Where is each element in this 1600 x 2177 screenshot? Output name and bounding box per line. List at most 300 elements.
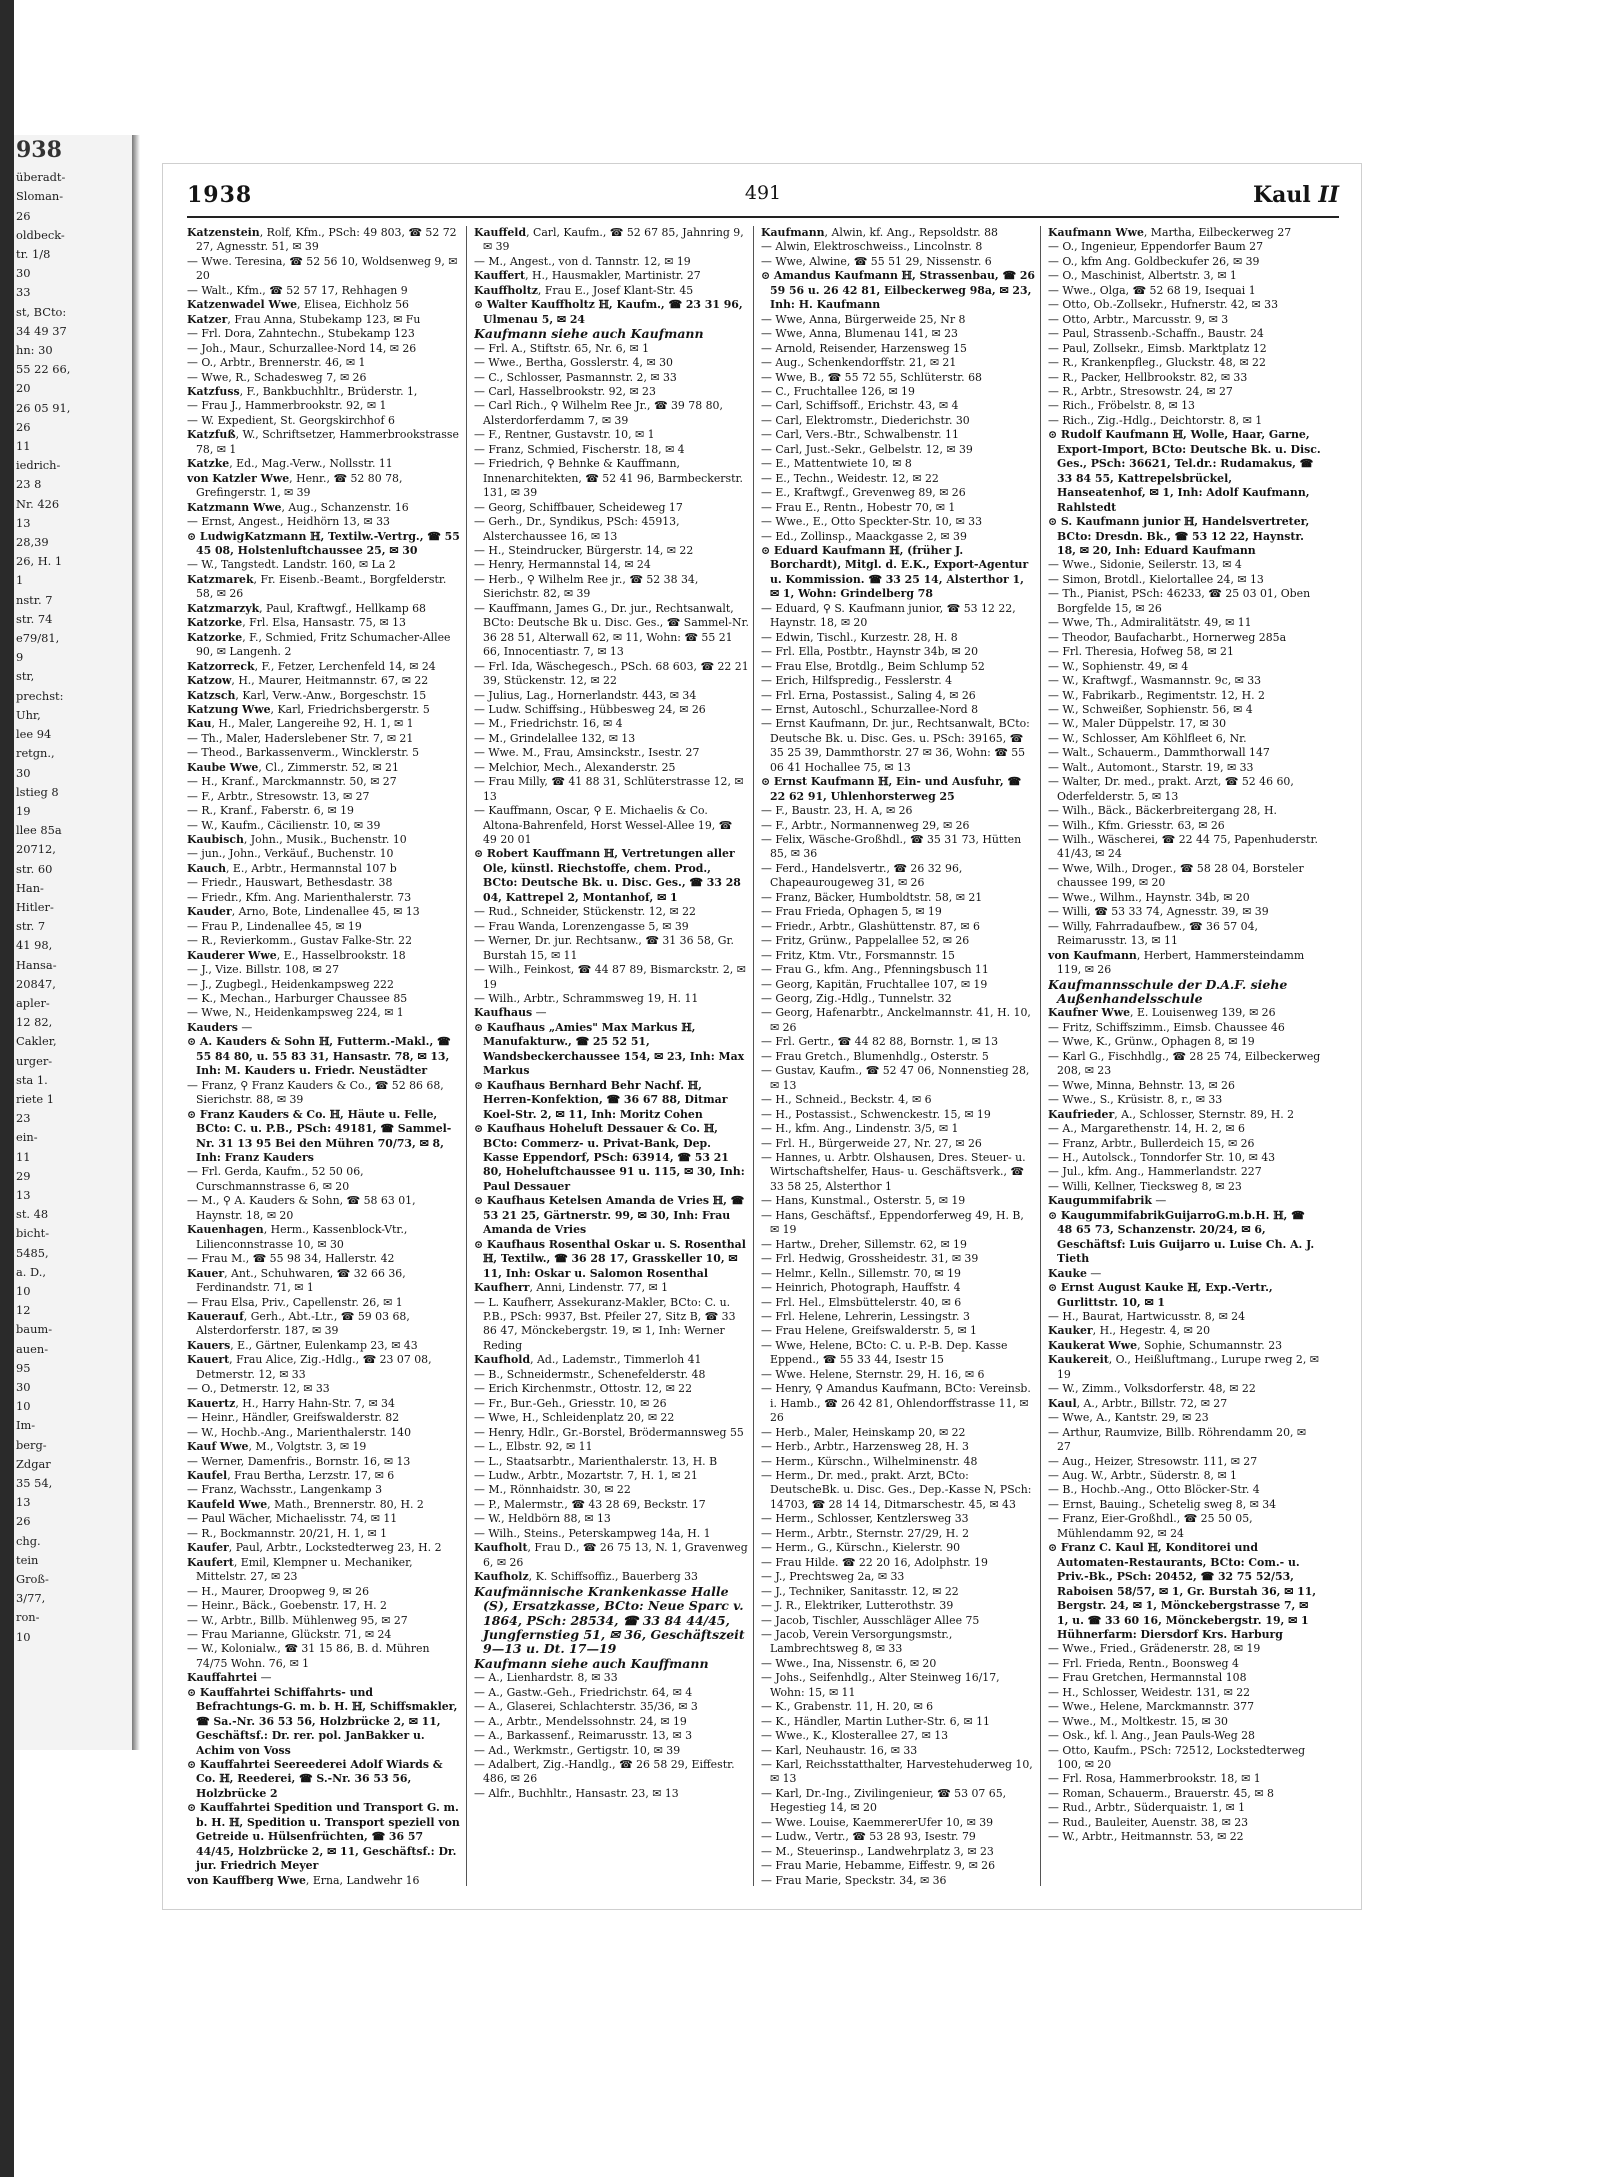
previous-page-fragment: lee 94 [16,727,52,742]
directory-entry: — Gerh., Dr., Syndikus, PSch: 45913, Alsterchaussee 16, ✉ 13 [474,515,680,543]
directory-entry: ⊙ Kaufhaus Rosenthal Oskar u. S. Rosenthal ℍ, Textilw., ☎ 36 28 17, Grasskeller 10, ✉ 11, Inh: Oskar u. Salomon Rosenthal [474,1237,746,1280]
previous-page-fragment: Sloman- [16,189,64,204]
directory-entry: — Edwin, Tischl., Kurzestr. 28, H. 8 [761,630,958,644]
header-rule [187,216,1339,218]
directory-entry: — Wwe., Ina, Nissenstr. 6, ✉ 20 [761,1656,937,1670]
directory-entry: ⊙ Franz C. Kaul ℍ, Konditorei und Automaten-Restaurants, BCto: Com.- u. Priv.-Bk., PSch: 20452, ☎ 32 75 52/53, Raboisen 58/57, ✉ 1, Gr. Burstah 36, ✉ 11, Bergstr. 24, ✉ 1, Mönckebergstrasse 7, ✉ 1, u. ☎ 33 60 16, Mönckebergstr. 19, ✉ 1 Hühnerfarm: Diersdorf Krs. Harburg [1048,1541,1317,1641]
directory-entry: — O., Maschinist, Albertstr. 3, ✉ 1 [1048,269,1237,283]
directory-entry: — M., Rönnhaidstr. 30, ✉ 22 [474,1483,631,1497]
previous-page-fragment: apler- [16,995,50,1010]
directory-entry: — Frl. Theresia, Hofweg 58, ✉ 21 [1048,645,1234,659]
directory-page [162,163,1362,1910]
previous-page-fragment: riete 1 [16,1091,55,1106]
directory-entry: — Ernst Kaufmann, Dr. jur., Rechtsanwalt, BCto: Deutsche Bk. u. Disc. Ges. u. PSch: 39165, ☎ 35 25 39, Dammthorstr. 27 ✉ 36, Wohn: ☎ 55 06 41 Hochallee 75, ✉ 13 [761,717,1030,774]
directory-entry: — W., Kolonialw., ☎ 31 15 86, B. d. Mühren 74/75 Wohn. 76, ✉ 1 [187,1642,430,1670]
directory-entry: — Hannes, u. Arbtr. Olshausen, Dres. Steuer- u. Wirtschaftshelfer, Haus- u. Geschäftsverk., ☎ 33 58 25, Alsterthor 1 [761,1151,1026,1193]
previous-page-fragment: st. 48 [16,1207,49,1222]
directory-entry: — Frl. Dora, Zahntechn., Stubekamp 123 [187,327,415,341]
directory-entry: Kauch, E., Arbtr., Hermannstal 107 b [187,861,397,875]
directory-entry: — Kauffmann, James G., Dr. jur., Rechtsanwalt, BCto: Deutsche Bk u. Disc. Ges., ☎ Sammel-Nr. 36 28 51, Alterwall 62, ✉ 11, Wohn: ☎ 55 21 66, Innocentiastr. 7, ✉ 13 [474,601,749,659]
directory-entry: Kauderer Wwe, E., Hasselbrookstr. 18 [187,948,406,962]
previous-page-fragment: 23 8 [16,477,42,492]
directory-entry: — Arthur, Raumvize, Billb. Röhrendamm 20, ✉ 27 [1048,1425,1307,1454]
directory-entry: Kaubisch, John., Musik., Buchenstr. 10 [187,833,407,847]
directory-entry: — Felix, Wäsche-Großhdl., ☎ 35 31 73, Hütten 85, ✉ 36 [761,833,1022,861]
directory-entry: Katzorreck, F., Fetzer, Lerchenfeld 14, ✉ 24 [187,659,436,673]
directory-entry: ⊙ Kauffahrtei Spedition und Transport G. m. b. H. ℍ, Spedition u. Transport speziell von Getreide u. Hülsenfrüchten, ☎ 36 57 44/45, Holzbrücke 2, ✉ 11, Geschäftsf.: Dr. jur. Friedrich Meyer [187,1801,460,1873]
directory-entry: — Osk., kf. l. Ang., Jean Pauls-Weg 28 [1048,1729,1255,1743]
running-head-name: Kaul [1253,182,1311,208]
directory-entry: — Ernst, Autoschl., Schurzallee-Nord 8 [761,702,979,716]
previous-page-fragment: 13 [16,1187,31,1202]
directory-entry: — Wwe. Louise, KaemmererUfer 10, ✉ 39 [761,1815,994,1829]
directory-entry: — Frau M., ☎ 55 98 34, Hallerstr. 42 [187,1252,395,1266]
directory-entry: — R., Revierkomm., Gustav Falke-Str. 22 [187,934,412,948]
directory-entry: ⊙ Robert Kauffmann ℍ, Vertretungen aller Ole, künstl. Riechstoffe, chem. Prod., BCto: Deutsche Bk. u. Disc. Ges., ☎ 33 28 04, Kattrepel 2, Montanhof, ✉ 1 [474,847,741,904]
previous-page-fragment: 13 [16,515,31,530]
directory-entry: — Friedr., Hauswart, Bethesdastr. 38 [187,876,393,890]
previous-page-fragment: Uhr, [16,707,41,722]
directory-entry: — Herm., G., Kürschn., Kielerstr. 90 [761,1541,961,1555]
directory-entry: — Frl. A., Stiftstr. 65, Nr. 6, ✉ 1 [474,341,650,355]
directory-entry: — Werner, Dr. jur. Rechtsanw., ☎ 31 36 58, Gr. Burstah 15, ✉ 11 [474,934,734,962]
directory-entry: — Theod., Barkassenverm., Wincklerstr. 5 [187,746,420,760]
directory-entry: — Melchior, Mech., Alexanderstr. 25 [474,760,676,774]
directory-entry: Kauffholtz, Frau E., Josef Klant-Str. 45 [474,283,694,297]
directory-entry: Katzorke, Frl. Elsa, Hansastr. 75, ✉ 13 [187,616,406,630]
directory-entry: — Wilh., Feinkost, ☎ 44 87 89, Bismarckstr. 2, ✉ 19 [474,963,746,991]
directory-entry: — W., Schlosser, Am Köhlfleet 6, Nr. [1048,731,1247,745]
directory-entry: — Frl. Ida, Wäschegesch., PSch. 68 603, ☎ 22 21 39, Stückenstr. 12, ✉ 22 [474,659,749,688]
previous-page-fragment: 30 [16,765,31,780]
directory-entry: — Arnold, Reisender, Harzensweg 15 [761,341,967,355]
directory-entry: — A., Arbtr., Mendelssohnstr. 24, ✉ 19 [474,1714,687,1728]
directory-entry: — Frau P., Lindenallee 45, ✉ 19 [187,919,362,933]
directory-entry: — Frl. Hel., Elmsbüttelerstr. 40, ✉ 6 [761,1295,962,1309]
directory-entry: — Alwin, Elektroschweiss., Lincolnstr. 8 [761,240,983,254]
header-year: 1938 [187,182,253,208]
directory-entry: — Franz, Schmied, Fischerstr. 18, ✉ 4 [474,442,685,456]
directory-entry: — Frl. Ella, Postbtr., Haynstr 34b, ✉ 20 [761,645,978,659]
directory-entry: — W., Fabrikarb., Regimentstr. 12, H. 2 [1048,688,1265,702]
directory-entry: — A., Lienhardstr. 8, ✉ 33 [474,1671,618,1685]
directory-entry: — O., Arbtr., Brennerstr. 46, ✉ 1 [187,356,366,370]
directory-entry: — Fr., Bur.-Geh., Griesstr. 10, ✉ 26 [474,1396,667,1410]
previous-page-fragment: baum- [16,1322,53,1337]
page-header [187,182,1339,220]
directory-entry: — Franz, Arbtr., Bullerdeich 15, ✉ 26 [1048,1136,1255,1150]
previous-page-fragment: 10 [16,1629,31,1644]
directory-entry: ⊙ Kauffahrtei Schiffahrts- und Befrachtungs-G. m. b. H. ℍ, Schiffsmakler, ☎ Sa.-Nr. 36 53 56, Holzbrücke 2, ✉ 11, Geschäftsf.: Dr. rer. pol. JanBakker u. Achim von Voss [187,1685,458,1757]
directory-entry: — Wwe, Wilh., Droger., ☎ 58 28 04, Borsteler chaussee 199, ✉ 20 [1048,861,1304,890]
directory-entry: ⊙ Ernst August Kauke ℍ, Exp.-Vertr., Gurlittstr. 10, ✉ 1 [1048,1281,1273,1309]
directory-entry: — A., Glaserei, Schlachterstr. 35/36, ✉ 3 [474,1700,698,1714]
directory-entry: Kauffert, H., Hausmakler, Martinistr. 27 [474,269,701,283]
directory-entry: ⊙ Rudolf Kaufmann ℍ, Wolle, Haar, Garne, Export-Import, BCto: Deutsche Bk. u. Disc. Ges., PSch: 36621, Tel.dr.: Rudamakus, ☎ 33 84 55, Kattrepelsbrückel, Hanseatenhof, ✉ 1, Inh: Adolf Kaufmann, Rahlstedt [1048,428,1321,514]
page-gutter-shadow [132,135,140,1750]
directory-entry: — W., Arbtr., Heitmannstr. 53, ✉ 22 [1048,1830,1244,1844]
previous-page-fragment: oldbeck- [16,227,65,242]
directory-entry: — Wwe., Fried., Grädenerstr. 28, ✉ 19 [1048,1642,1261,1656]
previous-page-fragment: sta 1. [16,1072,48,1087]
directory-entry: — Frau Gretch., Blumenhdlg., Osterstr. 5 [761,1049,989,1063]
previous-page-fragment: Groß- [16,1572,49,1587]
directory-entry: ⊙ Kaufhaus Ketelsen Amanda de Vries ℍ, ☎ 53 21 25, Gärtnerstr. 99, ✉ 30, Inh: Frau Amanda de Vries [474,1194,745,1237]
directory-entry: ⊙ Kauffahrtei Seereederei Adolf Wiards & Co. ℍ, Reederei, ☎ S.-Nr. 36 53 56, Holzbrücke 2 [187,1758,443,1800]
directory-entry: — Wilh., Bäck., Bäckerbreitergang 28, H. [1048,804,1277,818]
directory-entry: — Ernst, Angest., Heidhörn 13, ✉ 33 [187,515,390,529]
directory-entry: ⊙ Walter Kauffholtz ℍ, Kaufm., ☎ 23 31 96, Ulmenau 5, ✉ 24 [474,298,743,326]
directory-entry: — Willy, Fahrradaufbew., ☎ 36 57 04, Reimarusstr. 13, ✉ 11 [1048,919,1258,948]
previous-page-fragment: str, [16,669,35,684]
directory-entry: Kaukerat Wwe, Sophie, Schumannstr. 23 [1048,1338,1283,1352]
previous-page-fragment: a. D., [16,1264,47,1279]
directory-entry: — K., Grabenstr. 11, H. 20, ✉ 6 [761,1700,934,1714]
directory-entry: — Herb., Maler, Heinskamp 20, ✉ 22 [761,1425,966,1439]
directory-entry: — Alfr., Buchhltr., Hansastr. 23, ✉ 13 [474,1786,679,1800]
previous-page-fragment: llee 85a [16,823,62,838]
directory-entry: — Karl, Dr.-Ing., Zivilingenieur, ☎ 53 07 65, Hegestieg 14, ✉ 20 [761,1786,1007,1815]
previous-page-fragment: berg- [16,1437,47,1452]
directory-entry: — Helmr., Kelln., Sillemstr. 70, ✉ 19 [761,1266,961,1280]
previous-page-fragment: urger- [16,1053,53,1068]
directory-entry: — J., Zugbegl., Heidenkampsweg 222 [187,977,394,991]
previous-page-fragment: prechst: [16,688,64,703]
previous-page-header: 938 [16,137,62,163]
directory-entry: Kaukereit, O., Heißluftmang., Lurupe rweg 2, ✉ 19 [1048,1353,1319,1381]
directory-entry: — Ernst, Bauing., Schetelig sweg 8, ✉ 34 [1048,1497,1277,1511]
directory-entry: — Jacob, Verein Versorgungsmstr., Lambrechtsweg 8, ✉ 33 [761,1627,953,1656]
directory-entry: Kaul, A., Arbtr., Billstr. 72, ✉ 27 [1048,1396,1228,1410]
directory-entry: — Simon, Brotdl., Kielortallee 24, ✉ 13 [1048,572,1264,586]
directory-entry: — Wwe, N., Heidenkampsweg 224, ✉ 1 [187,1006,404,1020]
directory-entry: ⊙ KaugummifabrikGuijarroG.m.b.H. ℍ, ☎ 48 65 73, Schanzenstr. 20/24, ✉ 6, Geschäftsf: Luis Guijarro u. Luise Ch. A. J. Tieth [1048,1208,1315,1266]
directory-entry: — Fritz, Schiffszimm., Eimsb. Chaussee 46 [1048,1020,1285,1034]
directory-entry: — Wwe, Anna, Bürgerweide 25, Nr 8 [761,312,966,326]
directory-entry: Kaufherr, Anni, Lindenstr. 77, ✉ 1 [474,1281,669,1295]
directory-entry: Kaufholt, Frau D., ☎ 26 75 13, N. 1, Gravenweg 6, ✉ 26 [474,1541,748,1569]
directory-entry: — M., Friedrichstr. 16, ✉ 4 [474,717,623,731]
directory-entry: — Wilh., Arbtr., Schrammsweg 19, H. 11 [474,992,699,1006]
directory-entry: Kauer, Ant., Schuhwaren, ☎ 32 66 36, Ferdinandstr. 71, ✉ 1 [187,1266,406,1295]
previous-page-fragment: 29 [16,1168,31,1183]
directory-entry: Kaufmann, Alwin, kf. Ang., Repsoldstr. 88 [761,226,998,239]
previous-page-fragment: retgn., [16,746,55,761]
directory-entry: — Ludw., Arbtr., Mozartstr. 7, H. 1, ✉ 21 [474,1468,698,1482]
directory-entry: — Kauffmann, Oscar, ⚲ E. Michaelis & Co. Altona-Bahrenfeld, Horst Wessel-Allee 19, ☎ 49 20 01 [474,804,733,847]
previous-page-fragment: 20 [16,381,31,396]
directory-entry: — W., Schweißer, Sophienstr. 56, ✉ 4 [1048,702,1253,716]
directory-entry: — Carl, Schiffsoff., Erichstr. 43, ✉ 4 [761,399,959,413]
directory-entry: — H., Schlosser, Weidestr. 131, ✉ 22 [1048,1685,1251,1699]
directory-entry: — A., Margarethenstr. 14, H. 2, ✉ 6 [1048,1122,1245,1136]
directory-entry: Katzer, Frau Anna, Stubekamp 123, ✉ Fu [187,312,421,326]
directory-entry: — Frl. Gertr., ☎ 44 82 88, Bornstr. 1, ✉ 13 [761,1035,999,1049]
directory-entry: Kaugummifabrik — [1048,1194,1167,1208]
directory-entry: — Walter, Dr. med., prakt. Arzt, ☎ 52 46 60, Oderfelderstr. 5, ✉ 13 [1048,775,1294,803]
directory-entry: — K., Mechan., Harburger Chaussee 85 [187,992,408,1006]
directory-entry: — Franz, ⚲ Franz Kauders & Co., ☎ 52 86 68, Sierichstr. 88, ✉ 39 [187,1078,444,1107]
directory-entry: — Herm., Kürschn., Wilhelminenstr. 48 [761,1454,978,1468]
directory-entry: — Paul Wächer, Michaelisstr. 74, ✉ 11 [187,1512,398,1526]
directory-entry: — Ludw., Vertr., ☎ 53 28 93, Isestr. 79 [761,1830,976,1844]
directory-entry: — Ferd., Handelsvertr., ☎ 26 32 96, Chapeaurougeweg 31, ✉ 26 [761,861,963,890]
previous-page-fragment: 13 [16,1495,31,1510]
directory-entry: Katzenwadel Wwe, Elisea, Eichholz 56 [187,298,409,312]
directory-entry: — Ed., Zollinsp., Maackgasse 2, ✉ 39 [761,529,967,543]
directory-entry: Kau, H., Maler, Langereihe 92, H. 1, ✉ 1 [187,717,414,731]
directory-entry: — M., Grindelallee 132, ✉ 13 [474,731,636,745]
directory-entry: — Frau E., Rentn., Hobestr 70, ✉ 1 [761,500,956,514]
directory-entry: — J., Techniker, Sanitasstr. 12, ✉ 22 [761,1584,959,1598]
directory-entry: — Roman, Schauerm., Brauerstr. 45, ✉ 8 [1048,1786,1274,1800]
directory-entry: — Wilh., Steins., Peterskampweg 14a, H. 1 [474,1526,711,1540]
directory-entry: — W., Zimm., Volksdorferstr. 48, ✉ 22 [1048,1382,1256,1396]
directory-entry: — H., Kranf., Marckmannstr. 50, ✉ 27 [187,775,397,789]
previous-page-fragment: Nr. 426 [16,496,60,511]
directory-entry: — Wwe, A., Kantstr. 29, ✉ 23 [1048,1411,1209,1425]
directory-entry: Katzke, Ed., Mag.-Verw., Nollsstr. 11 [187,457,393,471]
directory-entry: Katzmann Wwe, Aug., Schanzenstr. 16 [187,500,409,514]
directory-entry: Kaufholz, K. Schiffsoffiz., Bauerberg 33 [474,1570,698,1584]
directory-entry: — Frl. Erna, Postassist., Saling 4, ✉ 26 [761,688,976,702]
previous-page-fragment: 95 [16,1360,31,1375]
directory-entry: — P., Malermstr., ☎ 43 28 69, Beckstr. 17 [474,1497,706,1511]
directory-entry: — E., Techn., Weidestr. 12, ✉ 22 [761,471,939,485]
directory-entry: — C., Schlosser, Pasmannstr. 2, ✉ 33 [474,370,677,384]
directory-entry: Kauerauf, Gerh., Abt.-Ltr., ☎ 59 03 68, Alsterdorferstr. 187, ✉ 39 [187,1309,410,1338]
previous-page-fragment: 28,39 [16,535,49,550]
directory-entry: — A., Gastw.-Geh., Friedrichstr. 64, ✉ 4 [474,1685,693,1699]
running-head [1253,182,1339,208]
directory-entry: — R., Packer, Hellbrookstr. 82, ✉ 33 [1048,370,1248,384]
previous-page-fragment: iedrich- [16,458,61,473]
directory-entry: — L., Elbstr. 92, ✉ 11 [474,1440,593,1454]
directory-entry: Kauertz, H., Harry Hahn-Str. 7, ✉ 34 [187,1396,395,1410]
directory-entry: — Frau Elsa, Priv., Capellenstr. 26, ✉ 1 [187,1295,403,1309]
directory-entry: — F., Baustr. 23, H. A, ✉ 26 [761,804,913,818]
directory-entry: — Frl. Rosa, Hammerbrookstr. 18, ✉ 1 [1048,1772,1261,1786]
previous-page-fragment: 12 82, [16,1015,53,1030]
directory-entry: — Willi, Kellner, Tiecksweg 8, ✉ 23 [1048,1179,1242,1193]
running-head-roman: II [1318,182,1339,208]
directory-entry: — Aug., Heizer, Stresowstr. 111, ✉ 27 [1048,1454,1258,1468]
previous-page-fragment: e79/81, [16,631,60,646]
previous-page-fragment: str. 7 [16,919,46,934]
directory-entry: Kauf Wwe, M., Volgtstr. 3, ✉ 19 [187,1440,367,1454]
directory-entry: Kauffahrtei — [187,1671,272,1685]
directory-entry: — Herm., Schlosser, Kentzlersweg 33 [761,1512,969,1526]
directory-entry: — Frl. Frieda, Rentn., Boonsweg 4 [1048,1656,1239,1670]
directory-entry: — W., Kaufm., Cäcilienstr. 10, ✉ 39 [187,818,381,832]
directory-entry: — Frl. Hedwig, Grossheidestr. 31, ✉ 39 [761,1252,979,1266]
directory-entry: — M., ⚲ A. Kauders & Sohn, ☎ 58 63 01, Haynstr. 18, ✉ 20 [187,1194,416,1222]
directory-entry: Kaufeld Wwe, Math., Brennerstr. 80, H. 2 [187,1497,424,1511]
directory-entry: Kaufert, Emil, Klempner u. Mechaniker, Mittelstr. 27, ✉ 23 [187,1555,413,1584]
directory-entry: — Wwe, B., ☎ 55 72 55, Schlüterstr. 68 [761,370,982,384]
directory-entry: — Wwe, R., Schadesweg 7, ✉ 26 [187,370,367,384]
directory-entry: — W., Sophienstr. 49, ✉ 4 [1048,659,1189,673]
directory-entry: — Frau G., kfm. Ang., Pfenningsbusch 11 [761,963,989,977]
directory-entry: Kaufhaus — [474,1006,547,1020]
column-2 [474,226,749,1886]
directory-entry: Katzung Wwe, Karl, Friedrichsbergerstr. 5 [187,702,430,716]
column-divider [466,226,467,1886]
directory-entry: Kauker, H., Hegestr. 4, ✉ 20 [1048,1324,1211,1338]
previous-page-fragment: überadt- [16,170,66,185]
directory-entry: — Herb., ⚲ Wilhelm Ree jr., ☎ 52 38 34, Sierichstr. 82, ✉ 39 [474,572,699,601]
directory-entry: Kaufer, Paul, Arbtr., Lockstedterweg 23, H. 2 [187,1541,442,1555]
directory-entry: — W., Kraftwgf., Wasmannstr. 9c, ✉ 33 [1048,674,1262,688]
previous-page-fragment: nstr. 7 [16,592,53,607]
directory-entry: — Carl, Vers.-Btr., Schwalbenstr. 11 [761,428,959,442]
previous-page-fragment: str. 74 [16,611,53,626]
directory-entry: — Ludw. Schiffsing., Hübbesweg 24, ✉ 26 [474,702,706,716]
directory-entry: — F., Arbtr., Normannenweg 29, ✉ 26 [761,818,970,832]
directory-entry: — Georg, Hafenarbtr., Anckelmannstr. 41, H. 10, ✉ 26 [761,1006,1031,1034]
directory-entry: — Frau Milly, ☎ 41 88 31, Schlüterstrasse 12, ✉ 13 [474,775,744,803]
previous-page-fragment: Zdgar [16,1456,51,1471]
directory-entry: — Wwe. Helene, Sternstr. 29, H. 16, ✉ 6 [761,1367,985,1381]
previous-page-fragment: st, BCto: [16,304,67,319]
directory-entry: — Carl Rich., ⚲ Wilhelm Ree Jr., ☎ 39 78 80, Alsterdorferdamm 7, ✉ 39 [474,399,723,427]
directory-entry: — Herb., Arbtr., Harzensweg 28, H. 3 [761,1440,969,1454]
directory-entry: Kauders — [187,1020,253,1034]
directory-entry: — Herm., Dr. med., prakt. Arzt, BCto: DeutscheBk. u. Disc. Ges., Dep.-Kasse N, PSch: 14703, ☎ 28 14 14, Ditmarschestr. 45, ✉ 43 [761,1468,1032,1511]
previous-page-fragment: 23 [16,1111,31,1126]
previous-page-fragment: 10 [16,1399,31,1414]
previous-page-fragment: ein- [16,1130,38,1145]
previous-page-fragment: 34 49 37 [16,323,67,338]
directory-entry: — A., Barkassenf., Reimarusstr. 13, ✉ 3 [474,1729,693,1743]
directory-entry: — Hans, Kunstmal., Osterstr. 5, ✉ 19 [761,1194,966,1208]
directory-entry: — Franz, Bäcker, Humboldtstr. 58, ✉ 21 [761,890,983,904]
previous-page-fragment: Cakler, [16,1034,57,1049]
directory-entry: — Henry, Hermannstal 14, ✉ 24 [474,558,651,572]
previous-page-fragment: 33 [16,285,31,300]
directory-entry: — Frau Hilde. ☎ 22 20 16, Adolphstr. 19 [761,1555,988,1569]
directory-entry: — Wwe, Alwine, ☎ 55 51 29, Nissenstr. 6 [761,254,992,268]
directory-entry: — Frau Gretchen, Hermannstal 108 [1048,1671,1247,1685]
directory-entry: — Adalbert, Zig.-Handlg., ☎ 26 58 29, Eiffestr. 486, ✉ 26 [474,1758,735,1786]
directory-entry: Katzmarek, Fr. Eisenb.-Beamt., Borgfelderstr. 58, ✉ 26 [187,572,447,601]
directory-entry: — Wwe., M., Moltkestr. 15, ✉ 30 [1048,1714,1228,1728]
directory-entry: — Paul, Zollsekr., Eimsb. Marktplatz 12 [1048,341,1267,355]
previous-page-fragment: 55 22 66, [16,362,71,377]
previous-page-fragment: ron- [16,1610,40,1625]
directory-entry: — jun., John., Verkäuf., Buchenstr. 10 [187,847,394,861]
previous-page-fragment: Hansa- [16,957,57,972]
directory-entry: — W. Expedient, St. Georgskirchhof 6 [187,413,395,427]
directory-entry: Kauert, Frau Alice, Zig.-Hdlg., ☎ 23 07 08, Detmerstr. 12, ✉ 33 [187,1353,432,1381]
directory-entry: — H., Baurat, Hartwicusstr. 8, ✉ 24 [1048,1309,1246,1323]
previous-page-fragment: 26 [16,419,31,434]
previous-page-fragment: 30 [16,266,31,281]
previous-page-fragment: 26 05 91, [16,400,71,415]
directory-entry: — Hartw., Dreher, Sillemstr. 62, ✉ 19 [761,1237,967,1251]
directory-entry: — Henry, Hdlr., Gr.-Borstel, Brödermannsweg 55 [474,1425,744,1439]
directory-entry: — Karl, Neuhaustr. 16, ✉ 33 [761,1743,918,1757]
directory-entry: Kauke — [1048,1266,1102,1280]
directory-entry: Kauffeld, Carl, Kaufm., ☎ 52 67 85, Jahnring 9, ✉ 39 [474,226,744,254]
directory-entry: — Frau Else, Brotdlg., Beim Schlump 52 [761,659,985,673]
directory-entry: — Frl. H., Bürgerweide 27, Nr. 27, ✉ 26 [761,1136,982,1150]
scan-border [0,0,14,2177]
directory-entry: — Willi, ☎ 53 33 74, Agnesstr. 39, ✉ 39 [1048,905,1269,919]
directory-entry: — Frl. Helene, Lehrerin, Lessingstr. 3 [761,1309,970,1323]
directory-entry: — Wilh., Wäscherei, ☎ 22 44 75, Papenhuderstr. 41/43, ✉ 24 [1048,833,1318,861]
directory-entry: — Wwe., S., Krüsistr. 8, r., ✉ 33 [1048,1093,1223,1107]
directory-entry: — L. Kaufherr, Assekuranz-Makler, BCto: C. u. P.B., PSch: 9937, Bst. Pfeiler 27, Sitz B, ☎ 33 86 47, Mönckebergstr. 19, ✉ 1, Inh: Werner Reding [474,1295,736,1352]
directory-entry: — Rich., Fröbelstr. 8, ✉ 13 [1048,399,1195,413]
directory-entry: Kaufner Wwe, E. Louisenweg 139, ✉ 26 [1048,1006,1276,1020]
directory-entry: — Gustav, Kaufm., ☎ 52 47 06, Nonnenstieg 28, ✉ 13 [761,1064,1030,1092]
directory-entry: — F., Rentner, Gustavstr. 10, ✉ 1 [474,428,655,442]
previous-page-fragment: tr. 1/8 [16,247,51,262]
directory-entry: — Karl, Reichsstatthalter, Harvestehuderweg 10, ✉ 13 [761,1758,1033,1786]
previous-page-fragment: tein [16,1552,39,1567]
directory-entry: — Theodor, Baufacharbt., Hornerweg 285a [1048,630,1287,644]
directory-entry: ⊙ Kaufhaus Bernhard Behr Nachf. ℍ, Herren-Konfektion, ☎ 36 67 88, Ditmar Koel-Str. 2, ✉ 11, Inh: Moritz Cohen [474,1078,728,1121]
directory-entry: — L., Staatsarbtr., Marienthalerstr. 13, H. B [474,1454,718,1468]
directory-entry: — Herm., Arbtr., Sternstr. 27/29, H. 2 [761,1526,970,1540]
directory-entry: — H., Postassist., Schwenckestr. 15, ✉ 19 [761,1107,991,1121]
previous-page-fragment: hn: 30 [16,343,53,358]
directory-entry: Kaufmann siehe auch Kaufmann [474,326,704,342]
directory-entry: — W., Tangstedt. Landstr. 160, ✉ La 2 [187,558,396,572]
directory-entry: — Wwe, Helene, BCto: C. u. P.-B. Dep. Kasse Eppend., ☎ 55 33 44, Isestr 15 [761,1338,1008,1367]
directory-entry: — Frau Marie, Hebamme, Eiffestr. 9, ✉ 26 [761,1859,996,1873]
directory-entry: — Frl. Gerda, Kaufm., 52 50 06, Curschmannstrasse 6, ✉ 20 [187,1165,364,1193]
directory-entry: — H., kfm. Ang., Lindenstr. 3/5, ✉ 1 [761,1122,959,1136]
directory-entry: ⊙ Eduard Kaufmann ℍ, (früher J. Borchardt), Mitgl. d. E.K., Export-Agentur u. Kommission. ☎ 33 25 14, Alsterthor 1, ✉ 1, Wohn: Grindelberg 78 [761,543,1029,601]
directory-entry: — Wwe., Bertha, Gosslerstr. 4, ✉ 30 [474,356,673,370]
directory-entry: Katzenstein, Rolf, Kfm., PSch: 49 803, ☎ 52 72 27, Agnesstr. 51, ✉ 39 [187,226,457,254]
directory-entry: — Walt., Schauerm., Dammthorwall 147 [1048,746,1270,760]
directory-entry: — O., Ingenieur, Eppendorfer Baum 27 [1048,240,1264,254]
directory-entry: — Fritz, Ktm. Vtr., Forsmannstr. 15 [761,948,955,962]
previous-page-fragment: 41 98, [16,938,53,953]
previous-page-fragment: Han- [16,880,44,895]
directory-entry: — Walt., Automont., Starstr. 19, ✉ 33 [1048,760,1254,774]
directory-entry: von Kaufmann, Herbert, Hammersteindamm 119, ✉ 26 [1048,948,1305,977]
directory-entry: — Frau Marianne, Glückstr. 71, ✉ 24 [187,1627,392,1641]
directory-entry: — Otto, Kaufm., PSch: 72512, Lockstedterweg 100, ✉ 20 [1048,1743,1306,1772]
directory-entry: — Henry, ⚲ Amandus Kaufmann, BCto: Vereinsb. i. Hamb., ☎ 26 42 81, Ohlendorffstrasse 11, ✉ 26 [761,1382,1031,1425]
previous-page-fragment: 5485, [16,1245,49,1260]
directory-entry: — K., Händler, Martin Luther-Str. 6, ✉ 11 [761,1714,990,1728]
directory-entry: — Wwe, Th., Admiralitätstr. 49, ✉ 11 [1048,616,1252,630]
directory-entry: — Rich., Zig.-Hdlg., Deichtorstr. 8, ✉ 1 [1048,413,1263,427]
directory-entry: — Wwe., K., Klosterallee 27, ✉ 13 [761,1729,949,1743]
directory-entry: Kaufmann Wwe, Martha, Eilbeckerweg 27 [1048,226,1292,239]
previous-page-fragment: 19 [16,803,31,818]
directory-entry: — R., Bockmannstr. 20/21, H. 1, ✉ 1 [187,1526,388,1540]
directory-entry: Katzorke, F., Schmied, Fritz Schumacher-Allee 90, ✉ Langenh. 2 [187,630,451,659]
directory-entry: — Ad., Werkmstr., Gertigstr. 10, ✉ 39 [474,1743,681,1757]
directory-entry: — Hans, Geschäftsf., Eppendorferweg 49, H. B, ✉ 19 [761,1208,1024,1237]
directory-entry: Katzfuss, F., Bankbuchhltr., Brüderstr. 1, [187,384,418,398]
directory-entry: — Wwe., Sidonie, Seilerstr. 13, ✉ 4 [1048,558,1242,572]
directory-entry: — Heinr., Bäck., Goebenstr. 17, H. 2 [187,1599,387,1613]
directory-entry: ⊙ LudwigKatzmann ℍ, Textilw.-Vertrg., ☎ 55 45 08, Holstenluftchaussee 25, ✉ 30 [187,529,460,557]
directory-entry: — M., Angest., von d. Tannstr. 12, ✉ 19 [474,254,691,268]
directory-entry: — Karl G., Fischhdlg., ☎ 28 25 74, Eilbeckerweg 208, ✉ 23 [1048,1049,1321,1078]
directory-entry: — Wwe., Helene, Marckmannstr. 377 [1048,1700,1255,1714]
directory-entry: — Wwe., Wilhm., Haynstr. 34b, ✉ 20 [1048,890,1250,904]
directory-entry: — E., Kraftwgf., Grevenweg 89, ✉ 26 [761,486,966,500]
directory-entry: — Wwe. Teresina, ☎ 52 56 10, Woldsenweg 9, ✉ 20 [187,254,458,283]
